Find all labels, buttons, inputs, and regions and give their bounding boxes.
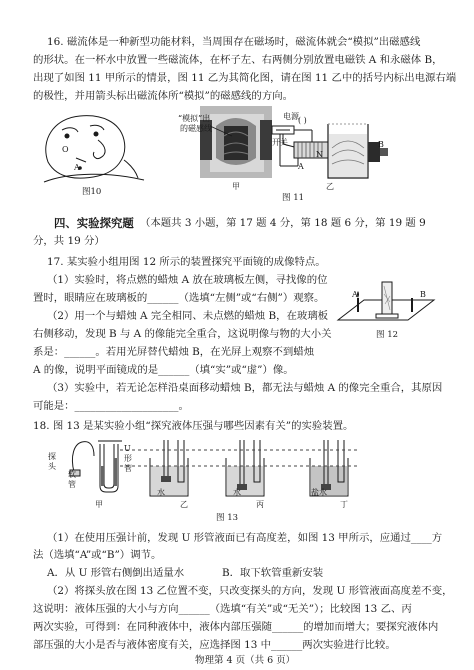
q17-line-7: A 的像，说明平面镜成的是______（填“实”或“虚”）像。: [33, 364, 294, 376]
figure-11-photo: [200, 106, 272, 178]
fig10-label-o: O: [62, 145, 69, 154]
q17-line-4: （2）用一个与蜡烛 A 完全相同、未点燃的蜡烛 B，在玻璃板: [47, 310, 329, 322]
q17-line-5: 右侧移动，发现 B 与 A 的像能完全重合，这说明像与物的大小关: [33, 328, 332, 340]
fig10-label-a: A: [74, 163, 80, 172]
fig11-switch-label: 开关: [272, 138, 288, 147]
fig12-label-b: B: [420, 290, 426, 299]
q16-line-1: 16. 磁流体是一种新型功能材料，当周围存在磁场时，磁流体就会“模拟”出磁感线: [47, 36, 421, 48]
q17-line-2: （1）实验时，将点燃的蜡烛 A 放在玻璃板左侧，寻找像的位: [47, 274, 328, 286]
fig11-label-n: N: [316, 150, 323, 159]
q17-line-6: 系是：______。若用光屏替代蜡烛 B，在光屏上观察不到蜡烛: [33, 346, 315, 358]
section-4-title: 四、实验探究题: [54, 216, 134, 230]
q17-line-1: 17. 某实验小组用图 12 所示的装置探究平面镜的成像特点。: [47, 256, 326, 268]
fig13-u-3: 管: [124, 464, 132, 473]
page-footer: 物理第 4 页（共 6 页）: [195, 655, 296, 666]
q18-option-a: A．从 U 形管右侧倒出适量水: [47, 567, 185, 579]
fig11-label-b: B: [378, 140, 384, 149]
q16-line-3: 出现了如图 11 甲所示的情景，图 11 乙为其简化图，请在图 11 乙中的括号内标出电源右端: [33, 72, 457, 84]
q18-line-5: 这说明：液体压强的大小与方向______（选填“有关”或“无关”）；比较图 13 乙、丙: [33, 603, 412, 615]
fig12-caption: 图 12: [376, 330, 399, 340]
q18-line-4: （2）将探头放在图 13 乙位置不变，只改变探头的方向，发现 U 形管液面高度差不变，: [47, 585, 453, 597]
fig13-water-1: 水: [157, 488, 165, 497]
fig13-u-1: U: [124, 444, 131, 453]
q17-line-3: 置时，眼睛应在玻璃板的______（选填“左侧”或“右侧”）观察。: [33, 292, 325, 304]
q18-line-7: 部压强的大小是否与液体密度有关，应选择图 13 中______两次实验进行比较。: [33, 639, 396, 651]
fig11-label-a: A: [298, 162, 304, 171]
q18-option-b: B．取下软管重新安装: [222, 567, 324, 579]
q18-line-3: 法（选填“A”或“B”）调节。: [33, 549, 162, 561]
fig11-callout-line-1: “模拟”出: [178, 114, 211, 123]
fig13-u-2: 形: [124, 454, 132, 463]
fig10-caption: 图10: [82, 187, 102, 197]
fig11-sub-jia: 甲: [232, 182, 240, 191]
fig13-water-2: 水: [233, 488, 241, 497]
fig13-sub-ding: 丁: [340, 500, 348, 509]
fig11-caption: 图 11: [282, 193, 305, 203]
fig13-sub-yi: 乙: [180, 500, 188, 509]
fig13-probe-1: 探: [48, 452, 56, 461]
fig13-probe-2: 头: [48, 462, 56, 471]
fig11-source-label: 电源: [283, 112, 299, 121]
figure-10-drawing: [40, 110, 150, 190]
q18-line-6: 两次实验，可得到：在同种液体中，液体内部压强随______的增加而增大；要探究液体内: [33, 621, 439, 633]
fig13-tube-2: 管: [68, 480, 76, 489]
section-4-desc-1: （本题共 3 小题，第 17 题 4 分，第 18 题 6 分，第 19 题 9: [140, 217, 426, 229]
q17-line-9: 可能是：____________________。: [33, 400, 189, 412]
fig12-label-a: A: [352, 290, 358, 299]
fig13-sub-bing: 丙: [256, 500, 264, 509]
q16-line-4: 的极性，并用箭头标出磁流体所“模拟”的磁感线的方向。: [33, 90, 293, 102]
fig13-sub-jia: 甲: [95, 500, 103, 509]
section-4-desc-2: 分，共 19 分）: [33, 235, 105, 247]
fig13-brine: 盐水: [311, 488, 327, 497]
q18-line-1: 18. 图 13 是某实验小组“探究液体压强与哪些因素有关”的实验装置。: [33, 420, 354, 432]
fig11-callout-pointer: [210, 124, 234, 138]
q16-line-2: 的形状。在一杯水中放置一些磁流体，在杯子左、右两侧分别放置电磁铁 A 和永磁体 B，: [33, 54, 443, 66]
fig13-tube-1: 软: [68, 470, 76, 479]
fig13-caption: 图 13: [216, 513, 239, 523]
q18-line-2: （1）在使用压强计前，发现 U 形管液面已有高度差，如图 13 甲所示，应通过____方: [47, 532, 443, 544]
figure-12-drawing: [336, 276, 436, 326]
fig11-sub-yi: 乙: [326, 182, 334, 191]
q17-line-8: （3）实验中，若无论怎样沿桌面移动蜡烛 B，都无法与蜡烛 A 的像完全重合，其原因: [47, 382, 443, 394]
fig11-callout-line-2: 的磁感线: [180, 124, 212, 133]
fig11-polarity-bracket: ( ): [298, 116, 307, 125]
